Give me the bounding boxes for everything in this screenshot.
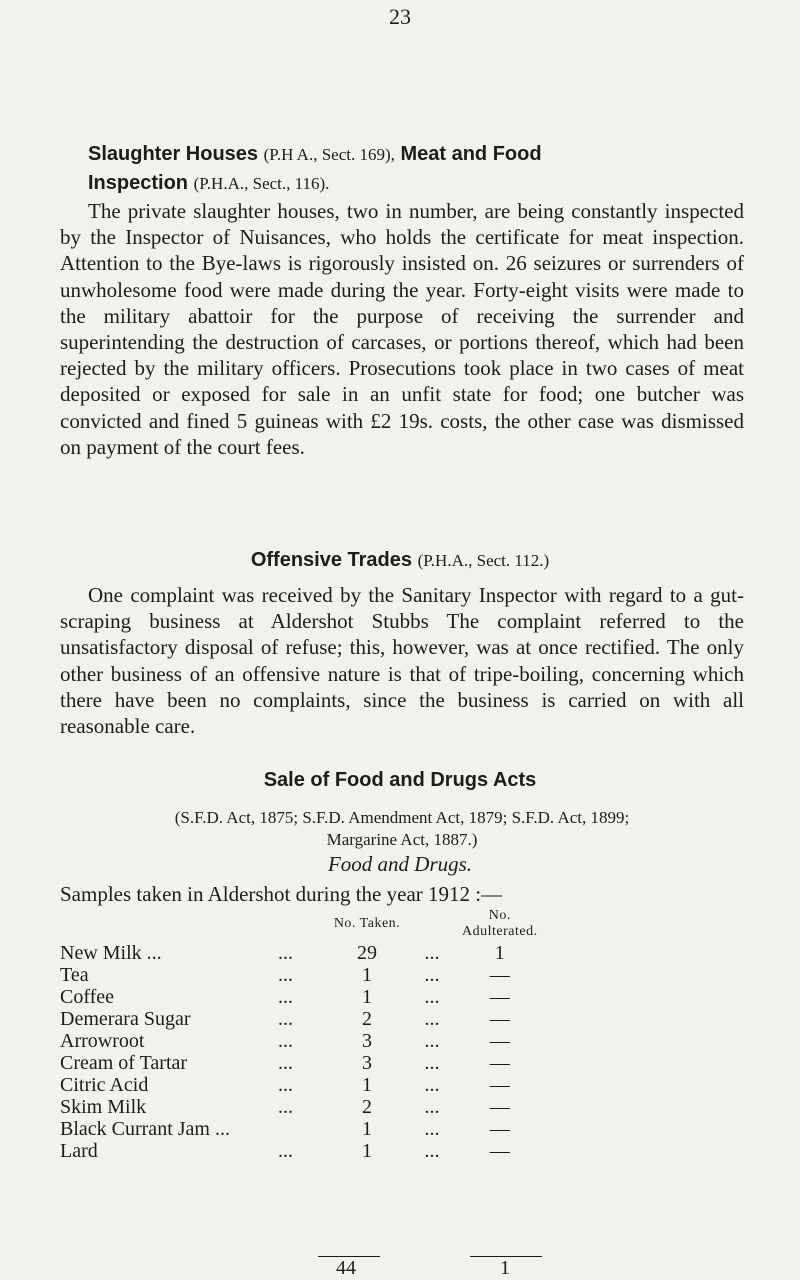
sample-taken-count: 1 bbox=[362, 1118, 372, 1140]
slaughter-heading bbox=[88, 140, 768, 198]
table-row bbox=[60, 1052, 538, 1074]
col-adulterated-header: No. Adulterated. bbox=[462, 908, 538, 939]
offensive-ref: (P.H.A., Sect. 112.) bbox=[417, 551, 550, 570]
inspection-ref: (P.H.A., Sect., 116). bbox=[193, 174, 330, 193]
offensive-heading bbox=[0, 546, 800, 575]
leader-dots: ... bbox=[424, 1074, 440, 1096]
sample-item-name: Tea bbox=[60, 964, 89, 986]
leader-dots: ... bbox=[278, 1030, 293, 1052]
sample-adulterated-count: — bbox=[489, 1074, 510, 1096]
sample-adulterated-count: — bbox=[489, 1030, 510, 1052]
sample-adulterated-count: — bbox=[489, 1008, 510, 1030]
leader-dots: ... bbox=[424, 942, 440, 964]
sample-item-name: Cream of Tartar bbox=[60, 1052, 188, 1074]
slaughter-paragraph: The private slaughter houses, two in number, are being constantly inspected by the Inspector of Nuisances, who holds the certificate for meat inspection. Attention to the Bye-laws is rigorously insisted on. 26 seizures or surrenders of unwholesome food were made during the year. Forty-eight visits were made to the military abattoir for the purpose of receiving the surrender and superintending the destruction of carcases, or portions thereof, which had been rejected by the military officers. Prosecutions took place in two cases of meat deposited or exposed for sale in an unfit state for food; one butcher was convicted and fined 5 guineas with £2 19s. costs, the other case was dismissed on payment of the court fees. bbox=[60, 199, 744, 459]
acts-citation bbox=[60, 807, 744, 851]
acts-line-1: (S.F.D. Act, 1875; S.F.D. Amendment Act, 1879; S.F.D. Act, 1899; bbox=[174, 808, 630, 827]
leader-dots: ... bbox=[278, 1096, 293, 1118]
leader-dots: ... bbox=[278, 1140, 293, 1162]
sample-taken-count: 2 bbox=[362, 1096, 372, 1118]
table-row bbox=[60, 1118, 538, 1140]
table-row bbox=[60, 964, 538, 986]
offensive-title: Offensive Trades bbox=[250, 549, 413, 571]
leader-dots: ... bbox=[278, 1052, 293, 1074]
offensive-paragraph: One complaint was received by the Sanitary Inspector with regard to a gut-scraping business at Aldershot Stubbs The complaint referred to the unsatisfactory disposal of refuse; this, however, was at once rectified. The only other business of an offensive nature is that of tripe-boiling, concerning which there have been no complaints, since the business is carried on with all reasonable care. bbox=[60, 583, 744, 739]
meat-food-title: Meat and Food bbox=[400, 143, 542, 165]
table-row bbox=[60, 1096, 538, 1118]
sample-taken-count: 1 bbox=[362, 1074, 372, 1096]
leader-dots: ... bbox=[424, 1118, 440, 1140]
leader-dots: ... bbox=[424, 1052, 440, 1074]
sample-adulterated-count: — bbox=[489, 1096, 510, 1118]
col-taken-header: No. Taken. bbox=[333, 916, 401, 931]
sample-item-name: Black Currant Jam ... bbox=[60, 1118, 230, 1140]
sample-adulterated-count: — bbox=[489, 1140, 510, 1162]
leader-dots bbox=[278, 1118, 332, 1140]
sample-taken-count: 2 bbox=[362, 1008, 372, 1030]
leader-dots: ... bbox=[278, 986, 293, 1008]
sample-taken-count: 3 bbox=[362, 1052, 372, 1074]
table-row bbox=[60, 986, 538, 1008]
table-row bbox=[60, 942, 538, 964]
leader-dots: ... bbox=[424, 1030, 440, 1052]
slaughter-ref: (P.H A., Sect. 169), bbox=[263, 145, 395, 164]
sale-title: Sale of Food and Drugs Acts bbox=[263, 769, 537, 791]
leader-dots: ... bbox=[278, 1008, 293, 1030]
total-adulterated: 1 bbox=[500, 1257, 510, 1279]
slaughter-title: Slaughter Houses bbox=[88, 143, 259, 165]
leader-dots: ... bbox=[424, 1096, 440, 1118]
sample-adulterated-count: — bbox=[489, 986, 510, 1008]
leader-dots: ... bbox=[424, 1008, 440, 1030]
sample-item-name: Citric Acid bbox=[60, 1074, 149, 1096]
leader-dots: ... bbox=[278, 964, 293, 986]
sample-adulterated-count: — bbox=[489, 1118, 510, 1140]
sample-item-name: New Milk ... bbox=[60, 942, 162, 964]
sample-item-name: Arrowroot bbox=[60, 1030, 145, 1052]
table-row bbox=[60, 1030, 538, 1052]
sample-adulterated-count: 1 bbox=[494, 942, 505, 964]
sample-item-name: Lard bbox=[60, 1140, 98, 1162]
leader-dots: ... bbox=[424, 964, 440, 986]
leader-dots: ... bbox=[278, 942, 293, 964]
sample-taken-count: 29 bbox=[357, 942, 377, 964]
sample-adulterated-count: — bbox=[489, 1052, 510, 1074]
acts-line-2: Margarine Act, 1887.) bbox=[326, 830, 478, 849]
samples-table bbox=[60, 908, 538, 1162]
leader-dots: ... bbox=[278, 1074, 293, 1096]
table-row bbox=[60, 1074, 538, 1096]
sample-adulterated-count: — bbox=[489, 964, 510, 986]
sample-taken-count: 3 bbox=[362, 1030, 372, 1052]
leader-dots: ... bbox=[424, 1140, 440, 1162]
sample-item-name: Demerara Sugar bbox=[60, 1008, 191, 1030]
sample-item-name: Coffee bbox=[60, 986, 115, 1008]
total-taken: 44 bbox=[336, 1257, 356, 1279]
sample-taken-count: 1 bbox=[362, 964, 372, 986]
table-row bbox=[60, 1140, 538, 1162]
page-number: 23 bbox=[389, 4, 411, 29]
inspection-title: Inspection bbox=[88, 172, 189, 194]
table-row bbox=[60, 1008, 538, 1030]
samples-intro: Samples taken in Aldershot during the year 1912 :— bbox=[60, 882, 503, 906]
sample-taken-count: 1 bbox=[362, 986, 372, 1008]
leader-dots: ... bbox=[424, 986, 440, 1008]
sample-item-name: Skim Milk bbox=[60, 1096, 147, 1118]
food-drugs-subtitle: Food and Drugs. bbox=[327, 852, 473, 876]
sample-taken-count: 1 bbox=[362, 1140, 372, 1162]
